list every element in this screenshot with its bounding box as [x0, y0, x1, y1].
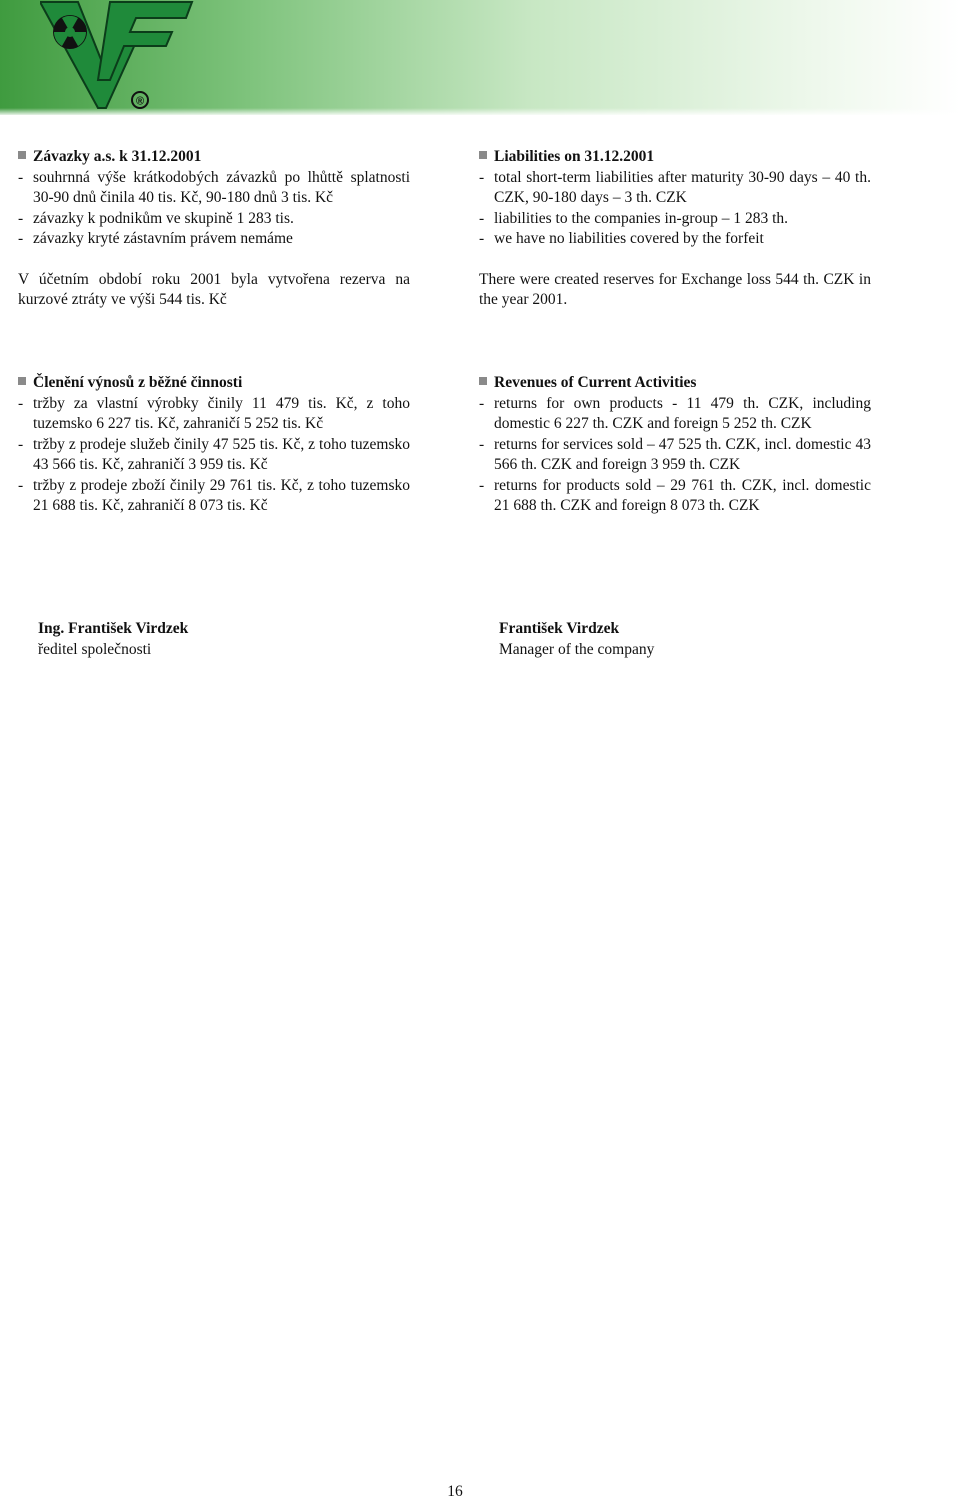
revenues-cz-section: [18, 373, 410, 517]
liabilities-cz-heading: Závazky a.s. k 31.12.2001: [18, 147, 410, 168]
reserve-paragraph-cz: V účetním období roku 2001 byla vytvořena rezerva na kurzové ztráty ve výši 544 tis. Kč: [18, 270, 410, 308]
signature-en: [499, 619, 654, 660]
signature-cz: [38, 619, 188, 660]
signature-cz-title: ředitel společnosti: [38, 640, 152, 658]
list-item: - returns for services sold – 47 525 th. CZK, incl. domestic 43 566 th. CZK and foreign 3 959 th. CZK: [479, 435, 871, 473]
revenues-en-heading: Revenues of Current Activities: [479, 373, 871, 394]
signature-cz-name: Ing. František Virdzek: [38, 620, 189, 637]
list-item: - závazky kryté zástavním právem nemáme: [18, 230, 293, 247]
bullet-square-icon: [18, 151, 26, 159]
list-item: - liabilities to the companies in-group – 1 283 th.: [479, 209, 789, 227]
bullet-square-icon: [479, 377, 487, 385]
revenues-en-section: [479, 373, 871, 517]
revenues-cz-heading: Členění výnosů z běžné činnosti: [18, 373, 410, 394]
list-item: - total short-term liabilities after maturity 30-90 days – 40 th. CZK, 90-180 days – 3 th. CZK: [479, 168, 871, 206]
list-item: - souhrnná výše krátkodobých závazků po lhůttě splatnosti 30-90 dnů činila 40 tis. Kč, 90-180 dnů 3 tis. Kč: [18, 168, 410, 206]
bullet-square-icon: [479, 151, 487, 159]
vf-logo-icon: [40, 0, 210, 115]
list-item: - we have no liabilities covered by the forfeit: [479, 230, 764, 247]
registered-mark: ®: [135, 95, 145, 108]
signature-en-name: František Virdzek: [499, 620, 620, 637]
list-item: - tržby z prodeje služeb činily 47 525 tis. Kč, z toho tuzemsko 43 566 tis. Kč, zahraničí 3 959 tis. Kč: [18, 435, 410, 473]
reserve-paragraph-en: There were created reserves for Exchange loss 544 th. CZK in the year 2001.: [479, 270, 871, 308]
liabilities-cz-section: [18, 147, 410, 311]
list-item: - tržby z prodeje zboží činily 29 761 tis. Kč, z toho tuzemsko 21 688 tis. Kč, zahraničí 8 073 tis. Kč: [18, 476, 410, 514]
bullet-square-icon: [18, 377, 26, 385]
list-item: - returns for own products - 11 479 th. CZK, including domestic 6 227 th. CZK and foreign 5 252 th. CZK: [479, 394, 871, 432]
list-item: - tržby za vlastní výrobky činily 11 479 tis. Kč, z toho tuzemsko 6 227 tis. Kč, zahraničí 5 252 tis. Kč: [18, 394, 410, 432]
liabilities-en-heading: Liabilities on 31.12.2001: [479, 147, 871, 168]
list-item: - závazky k podnikům ve skupině 1 283 tis.: [18, 209, 294, 227]
signature-en-title: Manager of the company: [499, 640, 655, 658]
page-number: 16: [447, 1483, 463, 1500]
liabilities-en-section: [479, 147, 871, 311]
list-item: - returns for products sold – 29 761 th. CZK, incl. domestic 21 688 th. CZK and foreign 8 073 th. CZK: [479, 476, 871, 514]
